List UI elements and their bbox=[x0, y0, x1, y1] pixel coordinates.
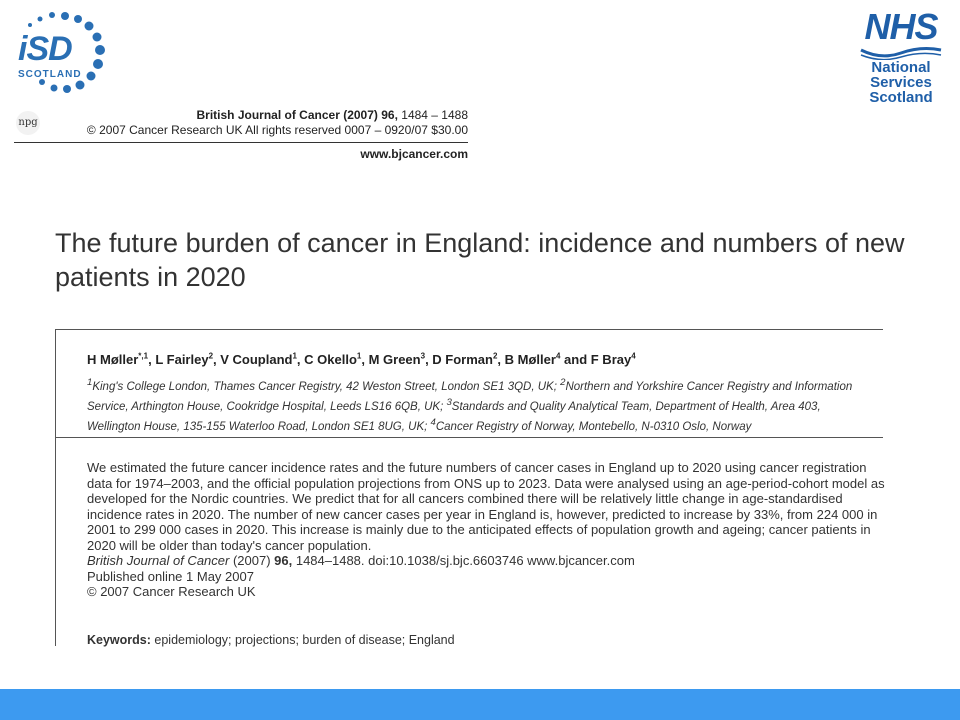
npg-logo: npg bbox=[16, 111, 40, 135]
author: C Okello$^1$, bbox=[304, 352, 369, 368]
footer-bar bbox=[0, 689, 960, 720]
keywords-text: epidemiology; projections; burden of disease; England bbox=[154, 633, 455, 647]
nhs-subtitle-line-2: Services bbox=[870, 74, 932, 91]
excerpt-section-rule bbox=[55, 437, 883, 438]
excerpt-top-rule bbox=[55, 329, 883, 330]
slide-title: The future burden of cancer in England: incidence and numbers of new patients in 2020 bbox=[55, 228, 905, 292]
affiliation: Northern and Yorkshire Cancer Registry and Information Service, Arthington House, Cookridge Hospital, Leeds LS16 6QB, UK; bbox=[87, 380, 853, 413]
journal-copyright-line: © 2007 Cancer Research UK All rights reserved 0007 – 0920/07 $30.00 bbox=[86, 123, 468, 137]
nhs-subtitle-line-1: National bbox=[871, 59, 931, 76]
abstract bbox=[87, 460, 887, 600]
isd-logo-subtext: SCOTLAND bbox=[18, 69, 82, 80]
abstract-text: We estimated the future cancer incidence rates and the future numbers of cancer cases in England up to 2020 using cancer registration data for 1974–2003, and the official population projections from ONS up to 2023. Data were analysed using an age-period-cohort model as developed for the Nordic countries. We predict that for all cancers combined there will be relatively little change in age-standardised incidence rates in 2020. The number of new cancer cases per year in England is, however, predicted to increase by 33%, from 224 000 in 2001 to 299 000 cases in 2020. This increase is mainly due to the anticipated effects of population growth and ageing; cancer patients in 2020 will be older than today's cancer population. bbox=[87, 460, 885, 553]
excerpt-left-rule bbox=[55, 329, 56, 646]
affiliation: Standards and Quality Analytical Team, Department of Health, Area 403, Wellington House, 135-155 Waterloo Road, London SE1 8UG, UK; bbox=[87, 400, 821, 433]
journal-volume: 96, bbox=[381, 108, 398, 122]
author: L Fairley$^2$, bbox=[155, 352, 221, 368]
copyright-notice: © 2007 Cancer Research UK bbox=[87, 584, 256, 599]
journal-pages: 1484 – 1488 bbox=[401, 108, 468, 122]
journal-name: British Journal of Cancer (2007) bbox=[196, 108, 378, 122]
keywords bbox=[87, 633, 455, 647]
nhs-wordmark: NHS bbox=[864, 6, 938, 47]
nhs-national-services-scotland-logo bbox=[856, 8, 946, 105]
affiliation: King's College London, Thames Cancer Registry, 42 Weston Street, London SE1 3QD, UK; bbox=[92, 380, 561, 393]
isd-scotland-logo bbox=[10, 8, 110, 100]
author: F Bray$^4$ bbox=[590, 352, 636, 368]
nhs-subtitle-line-3: Scotland bbox=[869, 89, 933, 106]
author: B Møller$^4$ and bbox=[504, 352, 591, 368]
keywords-label: Keywords: bbox=[87, 633, 151, 647]
saltire-wave-icon bbox=[859, 46, 943, 60]
isd-logo-text: iSD bbox=[18, 30, 72, 68]
author: H Møller$^{*,1}$, bbox=[87, 352, 156, 368]
journal-header-divider bbox=[14, 142, 468, 143]
author: M Green$^3$, bbox=[368, 352, 433, 368]
journal-url: www.bjcancer.com bbox=[360, 147, 468, 161]
journal-reference bbox=[87, 108, 468, 138]
author: D Forman$^2$, bbox=[432, 352, 505, 368]
journal-reference-line-1 bbox=[87, 108, 468, 123]
author-list bbox=[87, 352, 636, 367]
published-date: Published online 1 May 2007 bbox=[87, 568, 254, 584]
affiliation: Cancer Registry of Norway, Montebello, N-0310 Oslo, Norway bbox=[435, 420, 752, 433]
affiliations: $^1$King's College London, Thames Cancer Registry, 42 Weston Street, London SE1 3QD, UK; $^2$Northern and Yorkshire Cancer Registry and Information Service, Arthington House, Cookridge Hospital, Leeds LS16 6QB, UK; $^3$Standards and Quality Analytical Team, Department of Health, Area 403, Wellington House, 135-155 Waterloo Road, London SE1 8UG, UK; $^4$Cancer Registry of Norway, Montebello, N-0310 Oslo, Norway bbox=[87, 377, 853, 433]
author: V Coupland$^1$, bbox=[220, 352, 305, 368]
citation-line: British Journal of Cancer (2007) 96, 1484–1488. doi:10.1038/sj.bjc.6603746 www.bjcancer.com bbox=[87, 553, 635, 568]
